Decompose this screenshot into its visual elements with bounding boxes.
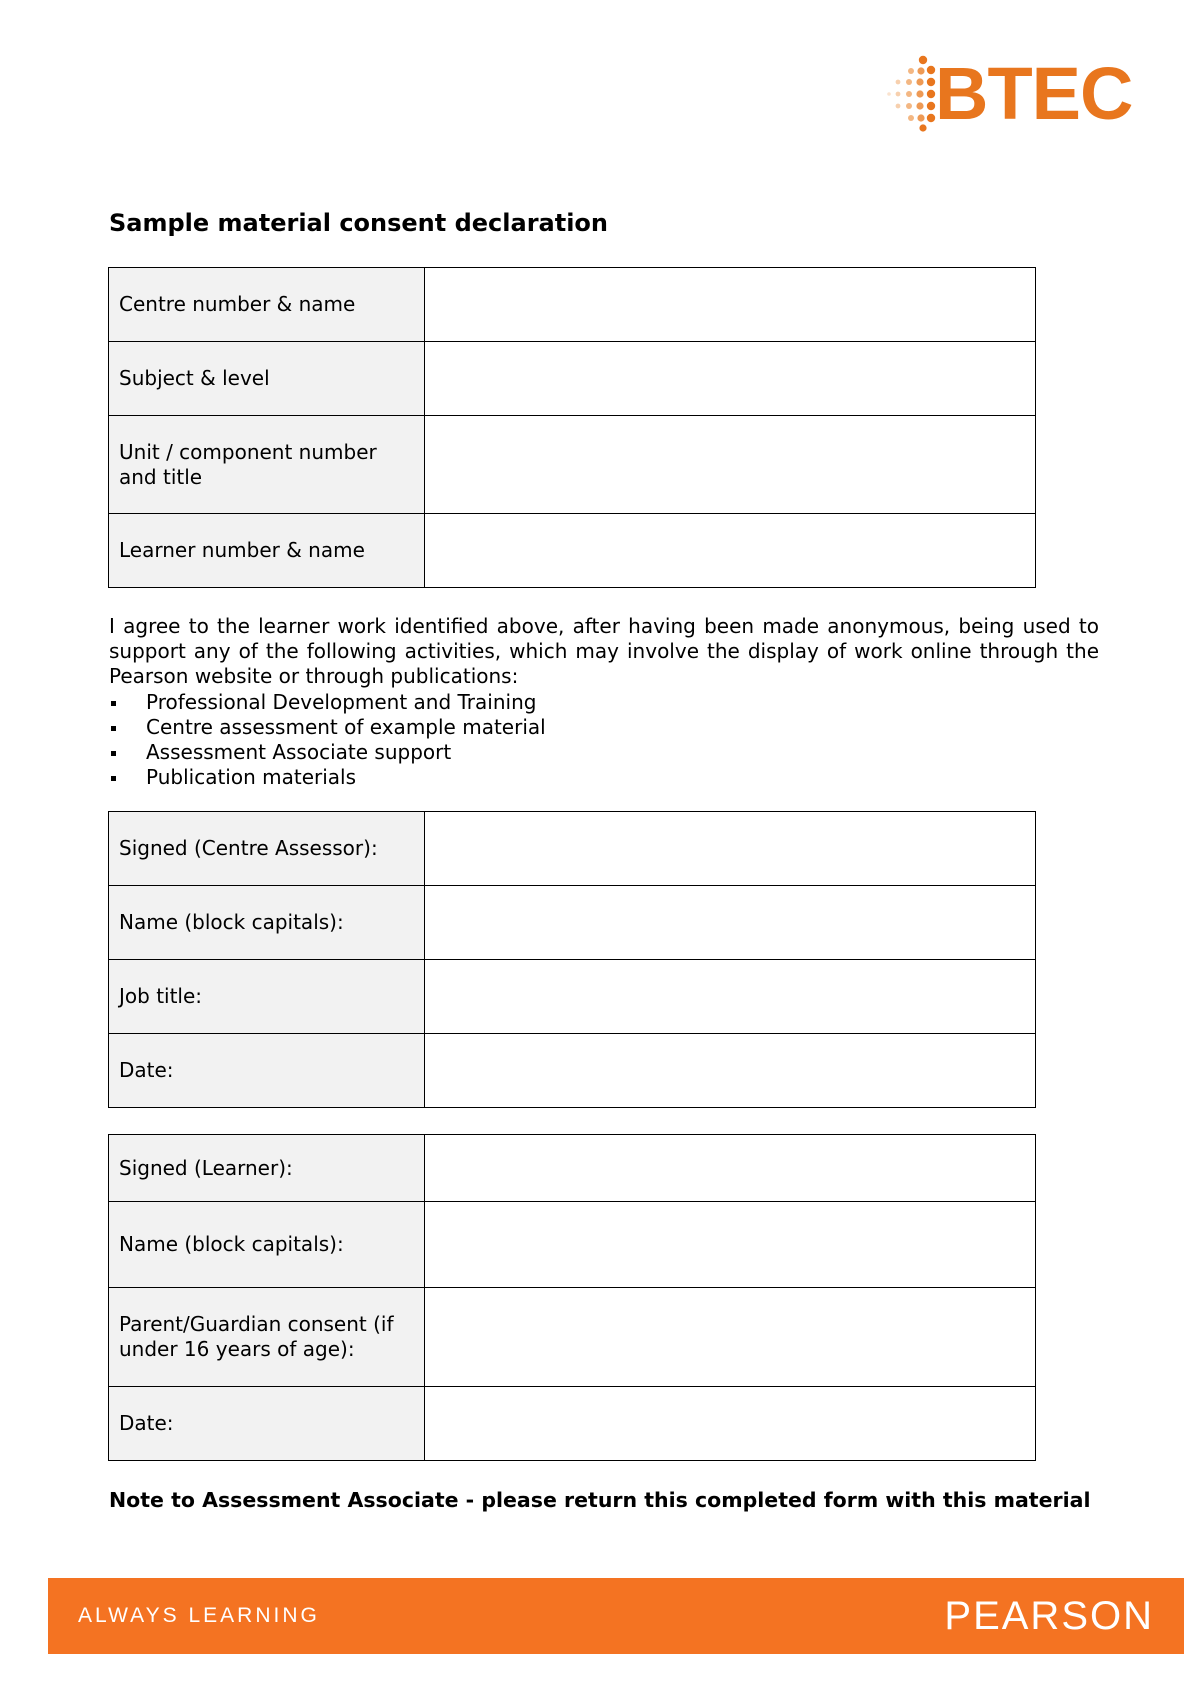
assessor-table [108,811,1036,1108]
table-row [109,1135,1036,1202]
learner-name-field[interactable] [425,1202,1036,1288]
learner-name-label: Name (block capitals): [109,1202,425,1288]
table-row [109,514,1036,588]
subject-level-label: Subject & level [109,342,425,416]
activities-list [109,690,546,790]
bullet-icon [111,776,116,781]
table-row [109,812,1036,886]
return-note: Note to Assessment Associate - please return this completed form with this material [109,1488,1091,1512]
guardian-consent-label: Parent/Guardian consent (if under 16 years of age): [109,1288,425,1387]
activity-label: Centre assessment of example material [146,715,546,739]
table-row [109,1387,1036,1461]
page-title: Sample material consent declaration [109,209,609,237]
learner-number-label: Learner number & name [109,514,425,588]
guardian-consent-field[interactable] [425,1288,1036,1387]
table-row [109,886,1036,960]
centre-number-field[interactable] [425,268,1036,342]
bullet-icon [111,701,116,706]
table-row [109,342,1036,416]
activity-label: Publication materials [146,765,357,789]
assessor-signature-field[interactable] [425,812,1036,886]
subject-level-field[interactable] [425,342,1036,416]
bullet-icon [111,751,116,756]
assessor-name-field[interactable] [425,886,1036,960]
footer-banner [48,1578,1184,1654]
pearson-logo: PEARSON [944,1594,1154,1638]
learner-date-field[interactable] [425,1387,1036,1461]
footer-tagline: ALWAYS LEARNING [78,1604,320,1627]
table-row [109,1034,1036,1108]
table-row [109,416,1036,514]
table-row [109,1202,1036,1288]
list-item [109,690,546,715]
unit-component-field[interactable] [425,416,1036,514]
list-item [109,765,546,790]
learner-table [108,1134,1036,1461]
logo-wordmark: BTEC [935,52,1133,135]
learner-signature-field[interactable] [425,1135,1036,1202]
activity-label: Professional Development and Training [146,690,537,714]
job-title-field[interactable] [425,960,1036,1034]
assessor-date-label: Date: [109,1034,425,1108]
assessor-name-label: Name (block capitals): [109,886,425,960]
centre-number-label: Centre number & name [109,268,425,342]
learner-signed-label: Signed (Learner): [109,1135,425,1202]
unit-component-label: Unit / component number and title [109,416,425,514]
list-item [109,740,546,765]
bullet-icon [111,726,116,731]
btec-logo [885,52,1135,135]
activity-label: Assessment Associate support [146,740,452,764]
job-title-label: Job title: [109,960,425,1034]
table-row [109,1288,1036,1387]
learner-number-field[interactable] [425,514,1036,588]
table-row [109,268,1036,342]
list-item [109,715,546,740]
assessor-date-field[interactable] [425,1034,1036,1108]
agreement-text: I agree to the learner work identified above, after having been made anonymous, being used to support any of the following activities, which may involve the display of work online through the Pearson website or through publications: [109,614,1099,688]
assessor-signed-label: Signed (Centre Assessor): [109,812,425,886]
logo-dots-icon [885,52,937,132]
table-row [109,960,1036,1034]
learner-date-label: Date: [109,1387,425,1461]
details-table [108,267,1036,588]
